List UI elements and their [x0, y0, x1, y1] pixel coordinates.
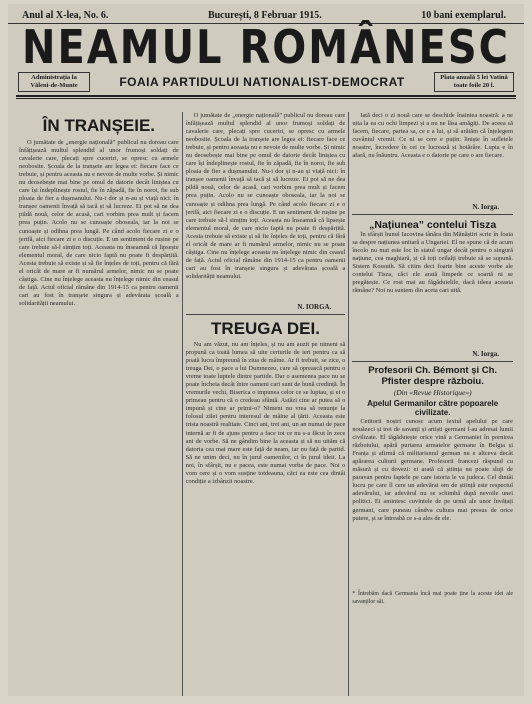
signature-right-top: N. Iorga. [472, 203, 499, 211]
signature-transeie: N. IORGA. [297, 303, 332, 311]
article-title-treuga: TREUGA DEI. [211, 319, 320, 338]
article-body-treuga: Nu am văzut, nu am înțeles, și nu am auzit pe nimeni să propună ca toată lumea să uite certurile de ieri pentru ca să poată lucra împreună în ziua de mâine. Ar fi trebuit, se zice, o treuga Dei, o pace a lui Dumnezeu, care să oprească pentru o vreme toate luptele dintre partide. Dar o asemenea pace nu se poate încheia decât între oameni cari sunt de bună credință. În vremurile vechi, Biserica o impunea celor ce se luptau, și ei o primeau pentru că o credeau sfântă. Astăzi cine ar putea să o impună și cine ar primi-o? Nimeni nu vrea să renunțe la folosul zilei pentru interesul de mâine al țării. Aceasta este trista noastră realitate. Cinci ani, trei ani, un an numai de pace internă ar fi de ajuns pentru a face tot ce nu s-a făcut în zece ani de vorbe. Să ne gândim bine la aceasta și să nu uităm că datoria cea mai mare este față de neam, iar nu față de partid. Să ne unim deci, nu în jurul oamenilor, ci în jurul ideii. La noi, în sfârșit, nu e pacea, este numai vorba de pace. Noi o vom cere și o vom susține totdeauna, căci ea este cea dintâi condiție a izbânzii noastre. [185, 341, 346, 485]
article-body-profesorii: Cetitorii noștri cunosc acum textul apelului pe care nouăzeci și trei de savanți și artiști germani l-au adresat lumii civilizate. El tăgăduiește orice vină a Germaniei în pornirea războiului, apără purtarea armatelor germane în Belgia și Franța și afirmă că militarismul german nu e altceva decât apărarea culturii germane. Profesorii francezi răspund cu măsură și cu dovezi: ei arată că știința nu poate sluji de paravan pentru faptele pe care istoria le va judeca. Cel dintâi lucru pe care îl cere un adevărat om de știință este respectul adevărului, iar adevărul nu se schimbă după nevoile unei politici. Ei amintesc cuvintele de pe urmă ale unor învățați germani, care puneau cândva cultura mai presus de orice putere, și se întreabă ce s-a ales de ele. [352, 418, 513, 522]
party-subtitle: FOAIA PARTIDULUI NATIONALIST-DEMOCRAT [119, 75, 405, 89]
article-subtitle-profesorii: (Din «Revue Historique») [393, 388, 472, 397]
article-body-natiunea: În sfârșit bunul Iacovina tânăra din Mănăștiri scrie în foaia sa despre națiunea unitară a Ungariei. El ne spune că de acum încolo nu mai este loc în statul ungar decât pentru o singură națiune, cea maghiară, și că toți ceilalți trebuie să se supună. Sistem Kossuth. Să citim deci foarte bine aceste vorbe ale contelui Tisza, căci ele arată limpede ce soartă ni se pregătește. Ce rost mai au făgăduielile, dacă ideea aceasta rămâne? Noi nu suntem din aceia cari uită. [352, 231, 513, 295]
article-title-transeie: ÎN TRANȘEIE. [42, 116, 156, 135]
newspaper-page [8, 4, 524, 696]
article-continuation-transeie: O jumătate de „energie națională” publicul nu doreau care înfățișează multul splendid al unor frumoși soldați de cavalerie care, plecați spre cuceriri, se opresc cu armele neobosite. Școala de la tranșeie are legea ei: fiecare face ce trebuie, și pentru aceasta nu e nevoie de multe vorbe. Și nimic nu deosebește mai bine pe omul de datorie decât liniștea cu care își îndeplinește rostul, fie în zăpadă, fie în noroi, fie sub ploaia de fier a dușmanului. Nu-i dor și n-au și viață nici: în tranșee oamenii învață să tacă și să lucreze. Ei pot să ne dea pildă nouă, celor de acasă, cari vorbim prea mult și facem prea puțin. Acolo nu se cunoaște oboseala, iar la noi se cunoaște și odihna prea lungă. Pe când acolo fiecare zi e o jertfă, aici fiecare zi e o discuție. E un sentiment de rușine pe care trebuie să-l simțim toți. Aceasta nu înseamnă că lipsește elementul moral, de care nicio faptă nu poate fi despărțită. Acesta trebuie să existe și să fie înțeles de toți, pentru că fără el oricât de mare ar fi numărul armelor, nimic nu se poate câștiga. Cine nu înțelege aceasta nu înțelege nimic din ceasul de față. Actul oficial rămâne din 1914-15 ca pentru oamenii cari au fost în tranșeie singura și adevărata școală a solidarității neamului. [185, 112, 346, 280]
separator-right-2 [352, 361, 513, 362]
price: 10 bani exemplarul. [421, 10, 506, 21]
article-right-top: Iată deci o zi nouă care se deschide înaintea noastră: a ne uita la ea cu ochi limpezi și a nu ne lăsa amăgiți. De aceea să facem, fiecare, partea sa, ce e a lui, și să arătăm că înțelegem cuvântul vremii. Ce ni se cere e puțin: liniște în sufletele noastre, încredere în cei ce lucrează și hotărâre. Lupta e în afară, nu înăuntru. Aceasta e o datorie pe care o are fiecare. [352, 112, 513, 160]
issue-number: Anul al X-lea, No. 6. [22, 10, 109, 21]
column-left [16, 112, 183, 696]
separator-right-1 [352, 214, 513, 215]
subscription-box: Plata anuală 5 lei Vatină toate foile 20 l. [434, 72, 514, 92]
column-right [349, 112, 516, 696]
admin-box: Administrația la Văleni-de-Munte [18, 72, 90, 92]
article-subhead-profesorii: Apelul Germanilor către popoarele civilizate. [367, 399, 499, 417]
article-columns [16, 112, 516, 696]
column-separator [186, 314, 346, 315]
article-title-profesorii: Profesorii Ch. Bémont și Ch. Pfister despre războiu. [368, 365, 498, 387]
place-date: București, 8 Februar 1915. [207, 10, 322, 21]
article-body-transeie: O jumătate de „energie națională” publicul nu doreau care înfățișează multul splendid al unor frumoși soldați de cavalerie care, plecați spre cuceriri, se opresc cu armele neobosite. Școala de la tranșeie are legea ei: fiecare face ce trebuie, și pentru aceasta nu e nevoie de multe vorbe. Și nimic nu deosebește mai bine pe omul de datorie decât liniștea cu care își îndeplinește rostul, fie în zăpadă, fie în noroi, fie sub ploaia de fier a dușmanului. Nu-i dor și n-au și viață nici: în tranșee oamenii învață să tacă și să lucreze. Ei pot să ne dea pildă nouă, celor de acasă, cari vorbim prea mult și facem prea puțin. Acolo nu se cunoaște oboseala, iar la noi se cunoaște și odihna prea lungă. Pe când acolo fiecare zi e o jertfă, aici fiecare zi e o discuție. E un sentiment de rușine pe care trebuie să-l simțim toți. Aceasta nu înseamnă că lipsește elementul moral, de care nicio faptă nu poate fi despărțită. Acesta trebuie să existe și să fie înțeles de toți, pentru că fără el oricât de mare ar fi numărul armelor, nimic nu se poate câștiga. Cine nu înțelege aceasta nu înțelege nimic din ceasul de față. Actul oficial rămâne din 1914-15 ca pentru oamenii cari au fost în tranșeie singura și adevărata școală a solidarității neamului. [19, 139, 179, 307]
footnote-profesorii: * Întrebăm dacă Germania încă mai poate ține la aceste idei ale savanților săi. [352, 591, 513, 606]
column-middle [183, 112, 350, 696]
subtitle-row [8, 72, 524, 92]
article-title-natiunea: „Națiunea” contelui Tisza [369, 219, 497, 231]
masthead-title: NEAMUL ROMÂNESC [22, 21, 510, 75]
signature-natiunea: N. Iorga. [472, 350, 499, 358]
masthead-rule [16, 95, 516, 99]
